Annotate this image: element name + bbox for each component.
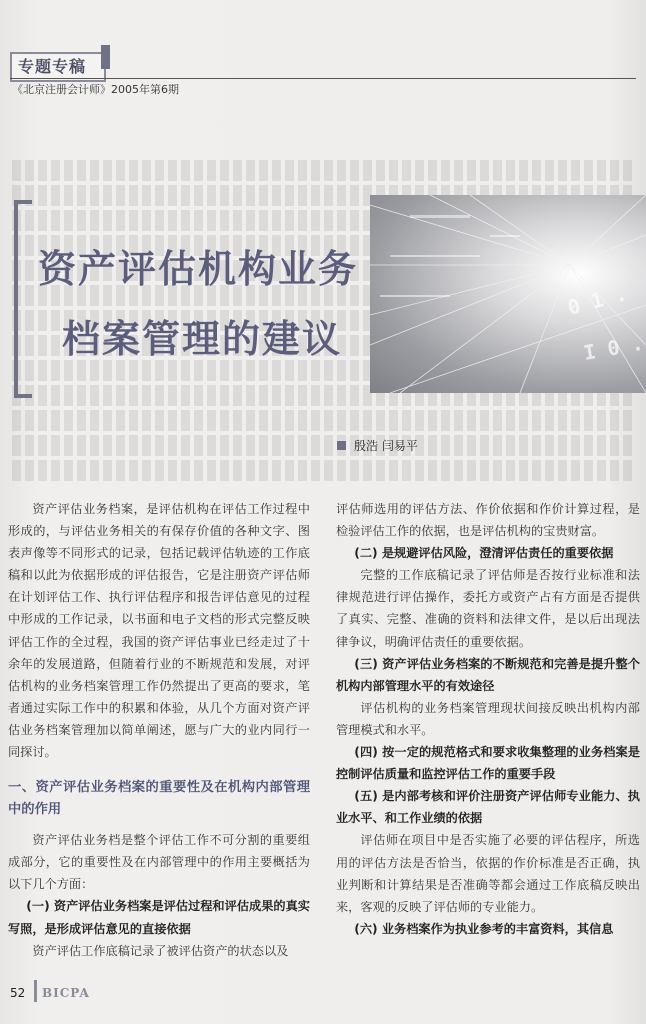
subsection-1-paragraph: 资产评估工作底稿记录了被评估资产的状态以及 bbox=[32, 943, 289, 958]
article-title-line-1: 资产评估机构业务 bbox=[38, 246, 359, 291]
svg-text:0 1 .: 0 1 . bbox=[565, 281, 630, 320]
hero-image bbox=[370, 195, 646, 393]
title-bracket bbox=[14, 200, 32, 398]
subsection-3-heading: (三) 资产评估业务档案的不断规范和完善是提升整个机构内部管理水平的有效途径 bbox=[336, 656, 640, 693]
continued-paragraph: 评估师选用的评估方法、作价依据和作价计算过程，是检验评估工作的依据，也是评估机构的宝贵财富。 bbox=[336, 502, 640, 539]
author-names: 殷浩 闫易平 bbox=[354, 439, 418, 453]
section-1-heading: 一、资产评估业务档案的重要性及在机构内部管理中的作用 bbox=[8, 780, 310, 818]
svg-text:I 0 .: I 0 . bbox=[581, 330, 646, 365]
article-title-line-2: 档案管理的建议 bbox=[62, 316, 343, 361]
subsection-3-paragraph: 评估机构的业务档案管理现状间接反映出机构内部管理模式和水平。 bbox=[336, 700, 640, 737]
subsection-5-heading: (五) 是内部考核和评价注册资产评估师专业能力、执业水平、和工作业绩的依据 bbox=[336, 789, 640, 826]
subsection-2-paragraph: 完整的工作底稿记录了评估师是否按行业标准和法律规范进行评估操作，委托方或资产占有方面是否提供了真实、完整、准确的资料和法律文件，是以后出现法律争议，明确评估责任的重要依据。 bbox=[336, 568, 640, 649]
right-column bbox=[336, 498, 640, 940]
subsection-5-paragraph: 评估师在项目中是否实施了必要的评估程序，所选用的评估方法是否恰当，依据的作价标准是否正确，执业判断和计算结果是否准确等都会通过工作底稿反映出来，客观的反映了评估师的专业能力。 bbox=[336, 833, 640, 914]
intro-paragraph: 资产评估业务档案，是评估机构在评估工作过程中形成的，与评估业务相关的有保存价值的各种文字、图表声像等不同形式的记录，包括记载评估轨迹的工作底稿和以此为依据形成的评估报告，它是注册资产评估师在计划评估工作、执行评估程序和报告评估意见的过程中形成的工作记录，以书面和电子文档的形式完整反映评估工作的全过程，我国的资产评估事业已经走过了十余年的发展道路，但随着行业的不断规范和发展，对评估机构的业务档案管理工作仍然提出了更高的要求，笔者通过实际工作中的积累和体验，从几个方面对资产评估业务档案管理加以简单阐述，愿与广大的业内同行一同探讨。 bbox=[8, 502, 310, 760]
left-column bbox=[8, 498, 310, 962]
footer-brand: BICPA bbox=[42, 986, 90, 1000]
journal-citation: 《北京注册会计师》2005年第6期 bbox=[12, 83, 179, 96]
page-number: 52 bbox=[10, 986, 26, 1000]
subsection-6-heading: (六) 业务档案作为执业参考的丰富资料，其信息 bbox=[354, 921, 614, 936]
footer-divider bbox=[34, 980, 37, 1002]
header-rule bbox=[10, 78, 636, 79]
section-label: 专题专稿 bbox=[18, 57, 87, 76]
subsection-1-heading: (一) 资产评估业务档案是评估过程和评估成果的真实写照，是形成评估意见的直接依据 bbox=[8, 899, 310, 936]
subsection-4-heading: (四) 按一定的规范格式和要求收集整理的业务档案是控制评估质量和监控评估工作的重要手段 bbox=[336, 745, 640, 782]
subsection-2-heading: (二) 是规避评估风险，澄清评估责任的重要依据 bbox=[354, 546, 614, 561]
section-1-paragraph: 资产评估业务档是整个评估工作不可分割的重要组成部分，它的重要性及在内部管理中的作用主要概括为以下几个方面： bbox=[8, 833, 310, 892]
author-marker bbox=[337, 441, 346, 450]
section-label-tab bbox=[101, 45, 110, 69]
